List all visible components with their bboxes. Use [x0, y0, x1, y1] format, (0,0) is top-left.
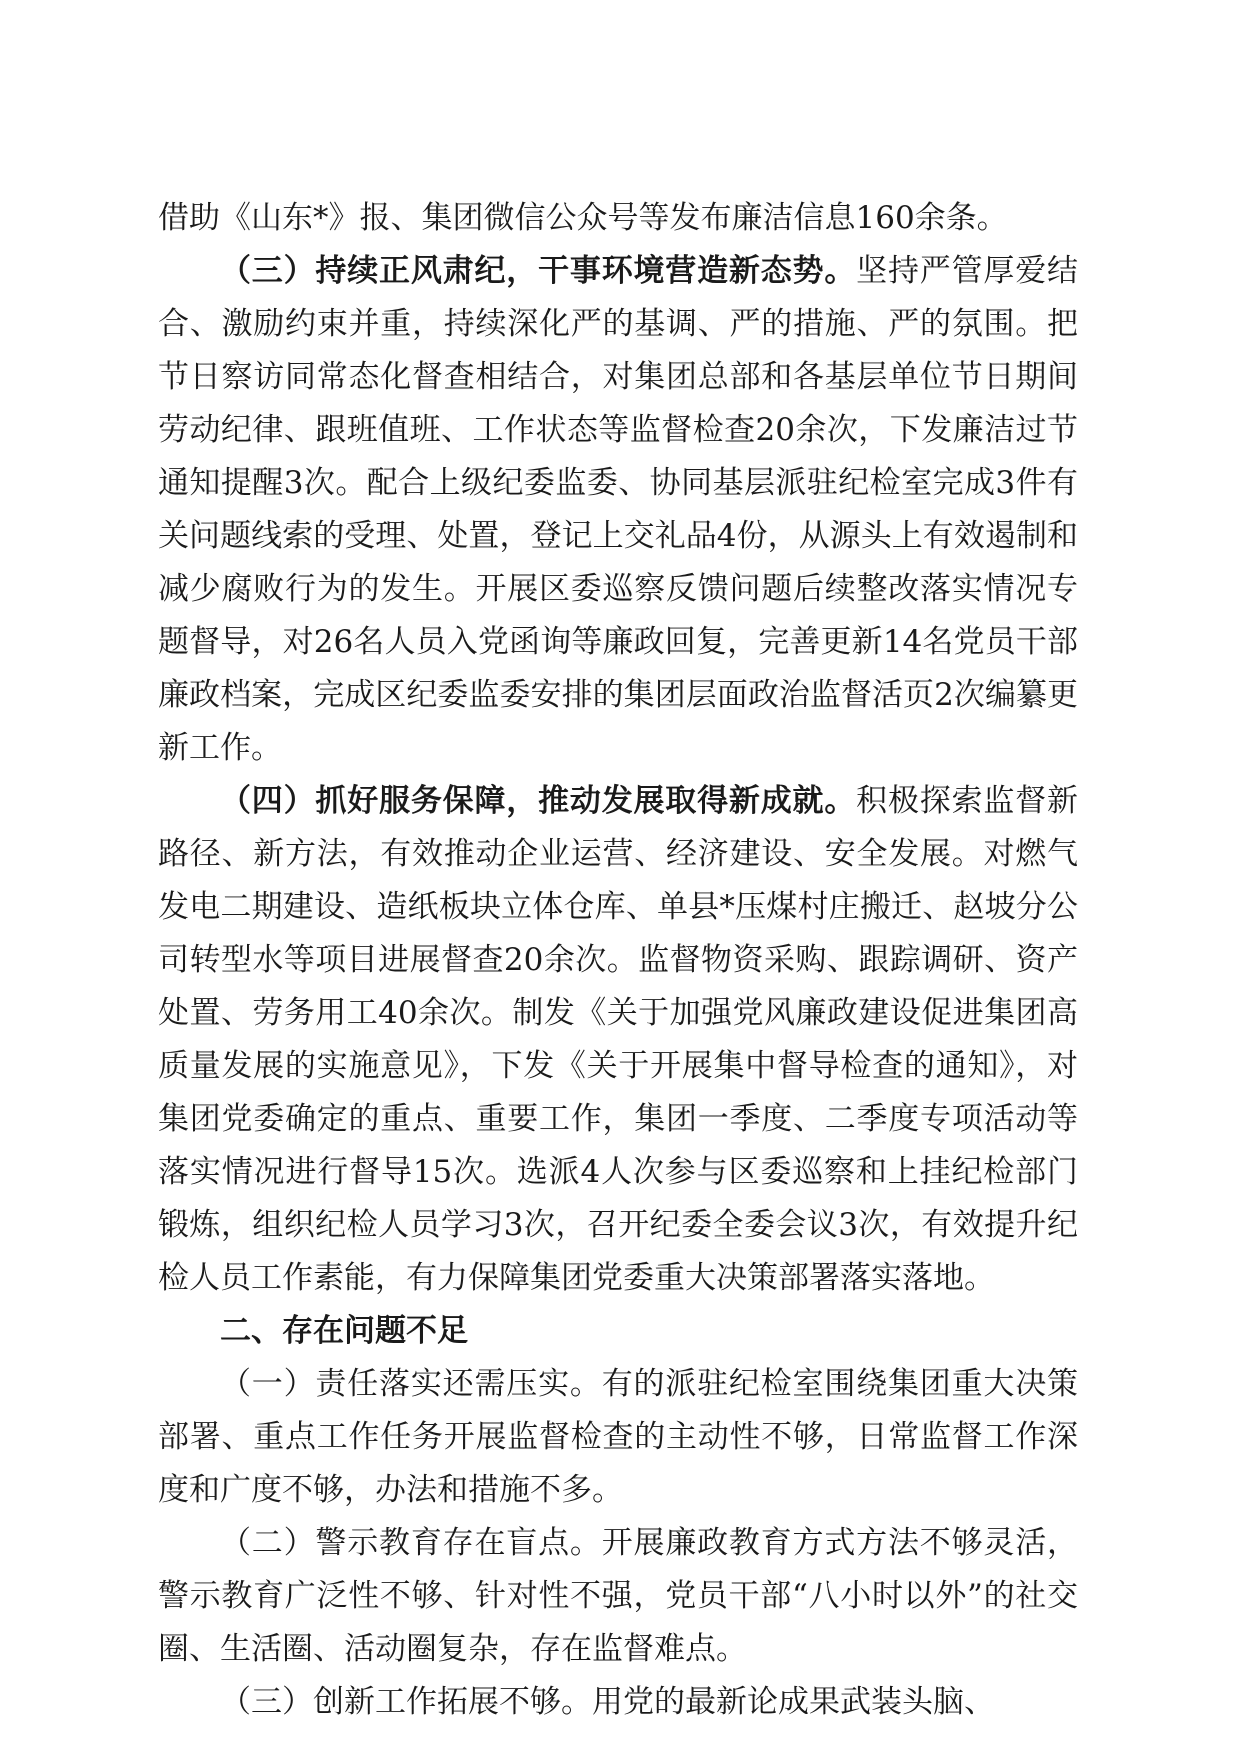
problem-1-body: 有的派驻纪检室围绕集团重大决策部署、重点工作任务开展监督检查的主动性不够，日常监督工作深度和广度不够，办法和措施不多。 [158, 1366, 1079, 1508]
problem-2-paragraph [158, 1517, 1078, 1676]
section-4-body: 积极探索监督新路径、新方法，有效推动企业运营、经济建设、安全发展。对燃气发电二期建设、造纸板块立体仓库、单县*压煤村庄搬迁、赵坡分公司转型水等项目进展督查20余次。监督物资采购、跟踪调研、资产处置、劳务用工40余次。制发《关于加强党风廉政建设促进集团高质量发展的实施意见》，下发《关于开展集中督导检查的通知》，对集团党委确定的重点、重要工作，集团一季度、二季度专项活动等落实情况进行督导15次。选派4人次参与区委巡察和上挂纪检部门锻炼，组织纪检人员学习3次，召开纪委全委会议3次，有效提升纪检人员工作素能，有力保障集团党委重大决策部署落实落地。 [158, 783, 1079, 1296]
problem-1-lead: （一）责任落实还需压实。 [220, 1366, 602, 1402]
section-heading-problems: 二、存在问题不足 [220, 1313, 468, 1349]
problem-3-lead: （三）创新工作拓展不够。 [220, 1684, 592, 1720]
section-3-lead: （三）持续正风肃纪，干事环境营造新态势。 [220, 253, 857, 289]
paragraph-continuation [158, 192, 1078, 245]
paragraph-text: 借助《山东*》报、集团微信公众号等发布廉洁信息160余条。 [158, 200, 1008, 236]
section-3-body: 坚持严管厚爱结合、激励约束并重，持续深化严的基调、严的措施、严的氛围。把节日察访同常态化督查相结合，对集团总部和各基层单位节日期间劳动纪律、跟班值班、工作状态等监督检查20余次，下发廉洁过节通知提醒3次。配合上级纪委监委、协同基层派驻纪检室完成3件有关问题线索的受理、处置，登记上交礼品4份，从源头上有效遏制和减少腐败行为的发生。开展区委巡察反馈问题后续整改落实情况专题督导，对26名人员入党函询等廉政回复，完善更新14名党员干部廉政档案，完成区纪委监委安排的集团层面政治监督活页2次编纂更新工作。 [158, 253, 1079, 766]
problem-2-body: 开展廉政教育方式方法不够灵活，警示教育广泛性不够、针对性不强，党员干部“八小时以外”的社交圈、生活圈、活动圈复杂，存在监督难点。 [158, 1525, 1079, 1667]
problem-3-body: 用党的最新论成果武装头脑、 [592, 1684, 995, 1720]
problem-1-paragraph [158, 1358, 1078, 1517]
section-3-paragraph [158, 245, 1078, 775]
section-4-paragraph [158, 775, 1078, 1305]
problem-2-lead: （二）警示教育存在盲点。 [220, 1525, 602, 1561]
section-4-lead: （四）抓好服务保障，推动发展取得新成就。 [220, 783, 857, 819]
problem-3-paragraph [158, 1676, 1078, 1729]
document-page [158, 192, 1078, 1729]
